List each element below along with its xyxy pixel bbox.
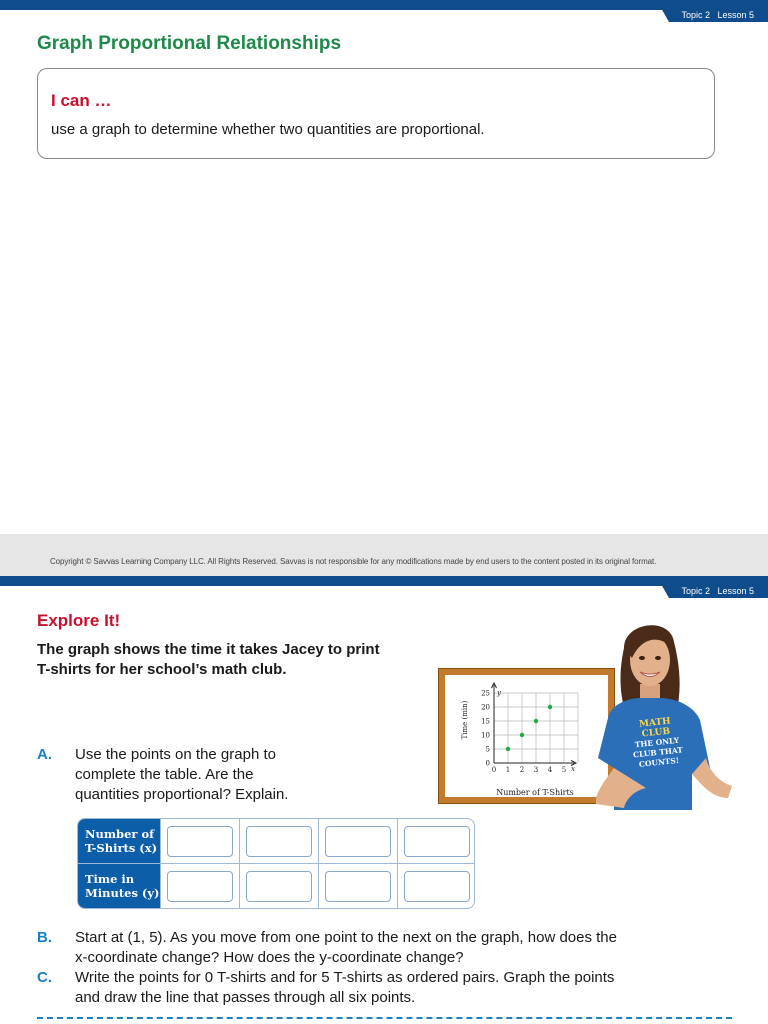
- x-tick-label: 1: [505, 766, 511, 774]
- table-cell: [160, 819, 239, 864]
- table-cell: [160, 864, 239, 909]
- question-c-text: [75, 968, 614, 1008]
- shirt-logo-line-2: THE ONLY: [634, 735, 680, 750]
- question-b-line-2: x-coordinate change? How does the y-coordinate change?: [75, 949, 464, 966]
- y-tick-label: 10: [481, 731, 490, 740]
- copyright-text: Copyright © Savvas Learning Company LLC. All Rights Reserved. Savvas is not responsible for any modifications made by end users to the content posted in its original format.: [50, 557, 657, 566]
- answer-input-box[interactable]: [167, 826, 233, 857]
- i-can-heading: I can …: [51, 91, 112, 110]
- shirt-logo: [624, 715, 691, 771]
- answer-input-box[interactable]: [325, 871, 391, 902]
- table-cell: [397, 864, 475, 909]
- shirt-logo-line-4: COUNTS!: [638, 755, 680, 769]
- y-axis-label: Time (min): [461, 700, 469, 740]
- data-point: [506, 747, 510, 751]
- question-a-line-3: quantities proportional? Explain.: [75, 786, 289, 803]
- question-a-label: A.: [37, 746, 52, 763]
- data-point: [534, 719, 538, 723]
- shirt-logo-line-3: CLUB THAT: [632, 745, 684, 760]
- question-a-text: [75, 745, 288, 805]
- intro-line-2: T-shirts for her school’s math club.: [37, 661, 287, 678]
- lesson-tag-slide-1: Topic 2 Lesson 5: [669, 8, 768, 22]
- whiteboard: [438, 668, 615, 804]
- answer-input-box[interactable]: [246, 871, 312, 902]
- question-c-line-2: and draw the line that passes through all six points.: [75, 989, 416, 1006]
- whiteboard-surface: [445, 675, 608, 797]
- top-bar-slide-2: [0, 576, 768, 586]
- y-tick-label: 15: [481, 717, 490, 726]
- answer-input-box[interactable]: [404, 871, 470, 902]
- x-tick-label: 3: [533, 766, 539, 774]
- graph-grid: [494, 693, 578, 763]
- table-cell: [318, 819, 397, 864]
- student-illustration: [596, 618, 736, 810]
- answer-input-box[interactable]: [167, 871, 233, 902]
- data-point: [520, 733, 524, 737]
- x-axis-label: Number of T-Shirts: [496, 788, 574, 797]
- question-b-text: [75, 928, 617, 968]
- row-header-line-1: Number of: [85, 827, 155, 841]
- explore-title: Explore It!: [37, 611, 121, 630]
- question-a-line-1: Use the points on the graph to: [75, 746, 276, 763]
- row-header-line-1: Time in: [85, 872, 135, 886]
- x-tick-label: 5: [561, 766, 567, 774]
- x-axis-name: x: [571, 765, 575, 773]
- proportional-graph: [445, 675, 608, 797]
- i-can-text: use a graph to determine whether two quantities are proportional.: [51, 121, 485, 138]
- y-tick-label: 5: [485, 745, 490, 754]
- x-tick-label: 0: [491, 766, 497, 774]
- answer-input-box[interactable]: [246, 826, 312, 857]
- question-b-label: B.: [37, 929, 52, 946]
- intro-line-1: The graph shows the time it takes Jacey to print: [37, 641, 380, 658]
- question-c-line-1: Write the points for 0 T-shirts and for 5 T-shirts as ordered pairs. Graph the points: [75, 969, 615, 986]
- dashed-divider: [37, 1017, 732, 1019]
- table-row: [78, 864, 474, 909]
- x-tick-label: 2: [519, 766, 525, 774]
- row-header-tshirts: [78, 819, 160, 864]
- answer-input-box[interactable]: [325, 826, 391, 857]
- question-c-label: C.: [37, 969, 52, 986]
- row-header-line-2: Minutes (y): [85, 886, 160, 900]
- table-cell: [397, 819, 475, 864]
- question-b-line-1: Start at (1, 5). As you move from one point to the next on the graph, how does the: [75, 929, 617, 946]
- y-axis-name: y: [497, 689, 501, 697]
- answer-table: [77, 818, 475, 909]
- graph-points: [506, 705, 552, 751]
- shirt-logo-line-1: MATH CLUB: [638, 716, 672, 740]
- y-tick-label: 0: [485, 759, 490, 768]
- table-row: [78, 819, 474, 864]
- row-header-line-2: T-Shirts (x): [85, 841, 158, 855]
- table-cell: [239, 864, 318, 909]
- page-title: Graph Proportional Relationships: [37, 33, 342, 54]
- graph-axes: [492, 683, 577, 766]
- y-tick-label: 25: [481, 689, 490, 698]
- question-a-line-2: complete the table. Are the: [75, 766, 254, 783]
- footer: [0, 534, 768, 576]
- row-header-time: [78, 864, 160, 909]
- intro-text: [37, 640, 437, 680]
- answer-input-box[interactable]: [404, 826, 470, 857]
- data-point: [548, 705, 552, 709]
- top-bar-slide-1: [0, 0, 768, 10]
- y-tick-label: 20: [481, 703, 490, 712]
- x-tick-label: 4: [547, 766, 553, 774]
- table-cell: [318, 864, 397, 909]
- lesson-tag-slide-2: Topic 2 Lesson 5: [669, 584, 768, 598]
- i-can-box: [37, 68, 715, 159]
- table-cell: [239, 819, 318, 864]
